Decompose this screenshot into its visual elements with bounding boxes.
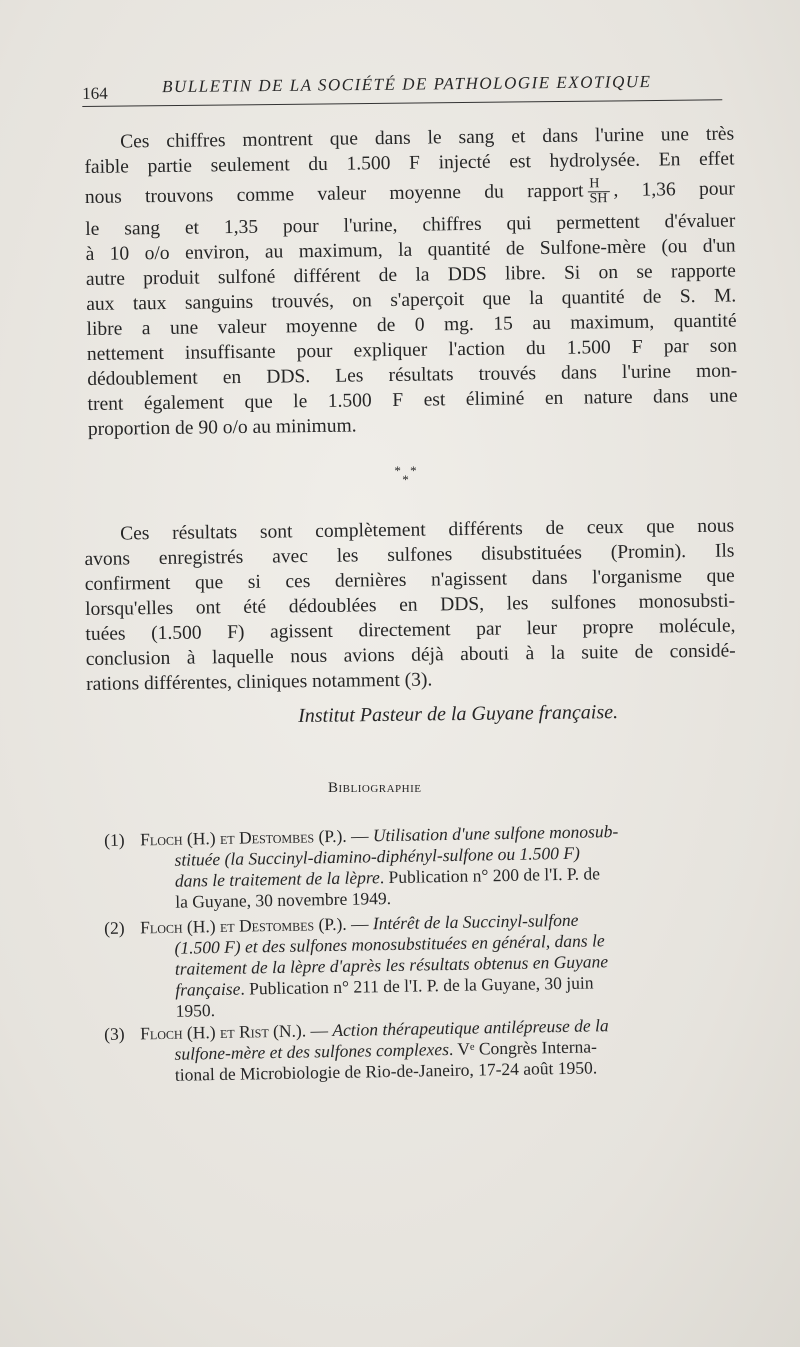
reference-title: traitement de la lèpre d'après les résultats obtenus en Guyane [174,951,609,979]
text-line: proportion de 90 o/o au minimum. [87,415,357,440]
reference-number: (2) [104,917,125,938]
text-line: nettement insuffisante pour expliquer l'action du 1.500 F par son [86,335,738,365]
text-line: tuées (1.500 F) agissent directement par leur propre molécule, [85,615,736,645]
text-line: Ces résultats sont complètement différents de ceux que nous [120,515,735,545]
reference-dash: — [346,913,374,934]
text-line: confirment que si ces dernières n'agissent dans l'organisme que [84,565,735,595]
ratio-fraction [587,177,609,206]
text-fragment: , 1,36 pour [613,178,735,202]
text-line: faible partie seulement du 1.500 F injecté est hydrolysée. En effet [84,148,735,178]
bibliography-title: Bibliographie [328,780,422,796]
running-title: BULLETIN DE LA SOCIÉTÉ DE PATHOLOGIE EXOTIQUE [162,72,652,97]
asterism-text: * * * [394,463,420,487]
fraction-numerator: H [587,177,609,192]
fraction-denominator: SH [589,191,608,207]
text-line: lorsqu'elles ont été dédoublées en DDS, les sulfones monosubsti- [85,590,736,620]
reference-title: (1.500 F) et des sulfones monosubstituées en général, dans le [174,930,605,958]
text-line: rations différentes, cliniques notamment (3). [85,669,433,695]
bibliography-entry [104,819,744,912]
text-line: autre produit sulfoné différent de la DDS libre. Si on se rapporte [85,260,737,290]
reference-dash: — [305,1020,333,1041]
reference-title: Intérêt de la Succinyl-sulfone [372,909,579,934]
text-line: aux taux sanguins trouvés, on s'aperçoit que la quantité de S. M. [86,285,737,315]
reference-title: Action thérapeutique antilépreuse de la [332,1015,609,1041]
reference-title: française [175,978,241,1000]
text-line: à 10 o/o environ, au maximum, la quantité de Sulfone-mère (ou d'un [85,235,736,265]
text-line: Ces chiffres montrent que dans le sang et dans l'urine une très [120,123,735,153]
reference-details: 1950. [175,1000,216,1021]
asterism-separator [392,463,422,487]
header-rule [82,99,722,107]
text-line: conclusion à laquelle nous avions déjà abouti à la suite de considé- [85,640,736,670]
reference-title: sulfone-mère et des sulfones complexes [174,1038,450,1064]
reference-title: dans le traitement de la lèpre [174,867,380,891]
page-number: 164 [82,83,108,103]
reference-title: stituée (la Succinyl-diamino-diphényl-sulfone ou 1.500 F) [174,842,580,870]
text-line: dédoublement en DDS. Les résultats trouvés dans l'urine mon- [87,360,738,390]
text-line-with-fraction [85,175,735,213]
reference-authors: Floch (H.) et Destombes (P.). [139,913,347,938]
text-fragment: nous trouvons comme valeur moyenne du rapport [84,180,584,208]
reference-details: tional de Microbiologie de Rio-de-Janeiro, 17-24 août 1950. [174,1057,598,1085]
reference-dash: — [346,825,374,846]
text-line: trent également que le 1.500 F est éliminé en nature dans une [87,385,738,415]
reference-title: Utilisation d'une sulfone monosub- [372,821,619,846]
paragraph-conclusion [84,513,736,696]
text-line: libre a une valeur moyenne de 0 mg. 15 au maximum, quantité [86,310,737,340]
reference-details: . Publication n° 211 de l'I. P. de la Guyane, 30 juin [240,972,594,999]
reference-authors: Floch (H.) et Rist (N.). [139,1020,307,1044]
reference-details: . Publication n° 200 de l'I. P. de [379,863,601,888]
reference-number: (1) [104,829,125,850]
text-line: avons enregistrés avec les sulfones disubstituées (Promin). Ils [84,540,735,570]
reference-details: . Vᵉ Congrès Interna- [448,1036,598,1059]
text-line: le sang et 1,35 pour l'urine, chiffres qui permettent d'évaluer [85,210,736,240]
reference-number: (3) [104,1023,125,1044]
institution-signature: Institut Pasteur de la Guyane française. [298,701,619,727]
reference-details: la Guyane, 30 novembre 1949. [175,888,392,912]
paragraph-results [84,121,738,441]
running-header [82,69,722,104]
reference-authors: Floch (H.) et Destombes (P.). [139,825,347,850]
